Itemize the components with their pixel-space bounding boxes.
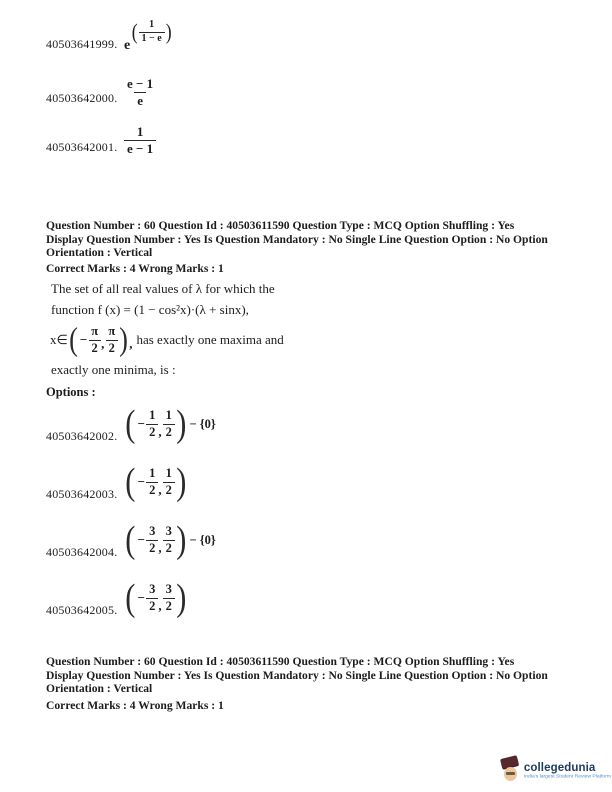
interval-formula xyxy=(124,460,189,504)
question-metadata-header xyxy=(46,219,586,260)
comma: , xyxy=(158,482,162,497)
fraction-numerator: π xyxy=(108,324,116,339)
fraction xyxy=(146,583,158,612)
collegedunia-mascot-icon xyxy=(500,756,522,786)
option-id-label: 40503641999. xyxy=(46,37,118,51)
option-id-label: 40503642004. xyxy=(46,545,118,559)
question-text-line: function f (x) = (1 − cos²x)·(λ + sinx), xyxy=(51,302,249,317)
brand-text-block xyxy=(524,762,611,780)
footer-logo xyxy=(500,756,611,786)
paren-open: ( xyxy=(125,577,136,619)
minus-sign: − xyxy=(137,590,146,605)
interval-expression xyxy=(50,322,381,358)
fraction xyxy=(139,20,165,44)
fraction-denominator: 2 xyxy=(146,482,158,497)
option-id-label: 40503642003. xyxy=(46,487,118,501)
option-id-label: 40503642001. xyxy=(46,139,118,154)
minus-sign: − xyxy=(137,416,146,431)
minus-sign: − xyxy=(137,474,146,489)
interval-formula xyxy=(124,576,189,620)
fraction-denominator: e xyxy=(134,92,146,108)
fraction-numerator: 1 xyxy=(149,19,155,30)
question-text-line: The set of all real values of λ for which the xyxy=(51,281,275,296)
paren-close: ) xyxy=(176,461,187,503)
fraction-denominator: 2 xyxy=(163,482,175,497)
fraction xyxy=(163,467,175,496)
interval-formula xyxy=(124,402,216,446)
fraction xyxy=(146,467,158,496)
fraction-numerator: 3 xyxy=(165,582,172,597)
fraction xyxy=(163,525,175,554)
paren-open: ( xyxy=(125,461,136,503)
fraction xyxy=(163,409,175,438)
fraction-numerator: 1 xyxy=(165,408,172,423)
exponent xyxy=(131,20,172,44)
paren-close: ) xyxy=(119,322,129,358)
option-suffix: − {0} xyxy=(189,416,216,431)
option-suffix: − {0} xyxy=(189,532,216,547)
fraction-numerator: 3 xyxy=(149,582,156,597)
fraction-denominator: 2 xyxy=(106,340,118,355)
paren-open: ( xyxy=(125,403,136,445)
comma: , xyxy=(158,424,162,439)
paren-close: ) xyxy=(176,403,187,445)
header-line: Display Question Number : Yes Is Question Mandatory : No Single Line Question Option : No Option xyxy=(46,232,548,246)
header-line: Display Question Number : Yes Is Question Mandatory : No Single Line Question Option : No Option xyxy=(46,668,548,682)
option-row xyxy=(46,125,172,155)
answer-options xyxy=(46,402,216,634)
comma: , xyxy=(158,540,162,555)
question-text-line: has exactly one maxima and xyxy=(136,332,284,347)
comma: , xyxy=(158,598,162,613)
comma: , xyxy=(129,336,133,351)
fraction-denominator: 2 xyxy=(89,340,101,355)
question-metadata-header-repeat xyxy=(46,655,586,696)
fraction xyxy=(146,409,158,438)
element-of-prefix: x∈ xyxy=(50,332,68,347)
fraction-numerator: 1 xyxy=(165,466,172,481)
paren-close: ) xyxy=(176,519,187,561)
question-text-line: exactly one minima, is : xyxy=(51,362,176,377)
answer-option-row xyxy=(46,402,216,446)
answer-option-row xyxy=(46,576,216,620)
header-line: Orientation : Vertical xyxy=(46,246,153,260)
option-id-label: 40503642005. xyxy=(46,603,118,617)
fraction-numerator: 1 xyxy=(136,124,144,140)
fraction-denominator: 2 xyxy=(163,424,175,439)
paren-open: ( xyxy=(131,19,138,44)
interval-formula xyxy=(124,518,216,562)
fraction-numerator: 3 xyxy=(149,524,156,539)
fraction-denominator: 2 xyxy=(146,540,158,555)
comma: , xyxy=(101,336,105,351)
formula-e-power xyxy=(124,20,172,53)
minus-sign: − xyxy=(137,532,146,547)
options-label: Options : xyxy=(46,385,96,399)
paren-close: ) xyxy=(165,19,172,44)
previous-question-options xyxy=(46,20,172,156)
fraction-numerator: 1 xyxy=(149,466,156,481)
fraction xyxy=(88,325,101,354)
fraction xyxy=(146,525,158,554)
brand-name: collegedunia xyxy=(523,761,596,774)
option-id-label: 40503642000. xyxy=(46,91,118,106)
paren-open: ( xyxy=(68,322,78,358)
fraction-denominator: 1 − e xyxy=(139,32,165,45)
fraction xyxy=(124,125,156,155)
fraction-denominator: 2 xyxy=(146,598,158,613)
fraction xyxy=(124,77,156,107)
fraction-denominator: 2 xyxy=(163,598,175,613)
exp-base: e xyxy=(124,38,131,53)
fraction-denominator: 2 xyxy=(163,540,175,555)
header-line: Question Number : 60 Question Id : 40503611590 Question Type : MCQ Option Shuffling : Yes xyxy=(46,655,515,668)
fraction-numerator: 1 xyxy=(149,408,156,423)
fraction-denominator: e − 1 xyxy=(124,140,156,156)
answer-option-row xyxy=(46,460,216,504)
paren-close: ) xyxy=(176,577,187,619)
fraction-numerator: 3 xyxy=(165,524,172,539)
header-line: Question Number : 60 Question Id : 40503611590 Question Type : MCQ Option Shuffling : Yes xyxy=(46,219,515,232)
fraction-numerator: π xyxy=(91,324,99,339)
answer-option-row xyxy=(46,518,216,562)
question-body xyxy=(51,281,381,383)
option-row xyxy=(46,77,172,107)
option-id-label: 40503642002. xyxy=(46,429,118,443)
fraction-denominator: 2 xyxy=(146,424,158,439)
option-row xyxy=(46,20,172,53)
minus-sign: − xyxy=(79,332,88,347)
marks-line: Correct Marks : 4 Wrong Marks : 1 xyxy=(46,699,224,712)
marks-line: Correct Marks : 4 Wrong Marks : 1 xyxy=(46,262,224,275)
fraction xyxy=(163,583,175,612)
glasses-icon xyxy=(506,772,515,775)
paren-open: ( xyxy=(125,519,136,561)
fraction xyxy=(105,325,118,354)
brand-tagline: India's largest Student Review Platform xyxy=(523,773,611,780)
header-line: Orientation : Vertical xyxy=(46,682,153,696)
fraction-numerator: e − 1 xyxy=(127,76,154,91)
